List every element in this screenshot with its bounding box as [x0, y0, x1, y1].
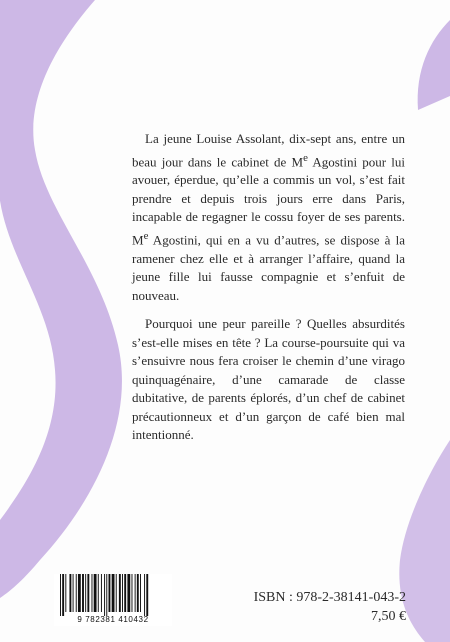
barcode-bar: [106, 574, 107, 616]
barcode-bar: [127, 574, 130, 612]
barcode-bar: [94, 574, 97, 612]
barcode-bar: [112, 574, 115, 612]
barcode-bar: [98, 574, 99, 612]
barcode-digits: 9 782381 410432: [77, 615, 149, 624]
barcode-bar: [73, 574, 74, 612]
barcode-bar: [132, 574, 133, 612]
barcode-bar: [65, 574, 66, 612]
barcode-bar: [78, 574, 81, 612]
s-tail-right: [399, 440, 450, 642]
blurb-part-1a: La jeune Louise Assolant, dix-sept ans, entre un beau jour dans le cabinet de M: [132, 131, 405, 169]
barcode-bar: [85, 574, 86, 612]
barcode-bar: [109, 574, 111, 612]
barcode-bar: [92, 574, 93, 612]
price: 7,50 €: [371, 609, 406, 624]
barcode-bar: [116, 574, 117, 612]
barcode-bar: [124, 574, 126, 612]
barcode-bar: [60, 574, 61, 616]
barcode: [54, 574, 172, 626]
barcode-bar: [135, 574, 136, 612]
barcode-bar: [101, 574, 102, 612]
barcode-bar: [119, 574, 121, 612]
barcode-bars: [54, 574, 172, 616]
barcode-bar: [144, 574, 145, 616]
barcode-bar: [104, 574, 105, 616]
blurb-paragraph-1: [132, 130, 405, 305]
barcode-bar: [140, 574, 141, 612]
barcode-bar: [62, 574, 64, 616]
superscript-e-1: e: [303, 151, 308, 164]
barcode-bar: [137, 574, 139, 612]
barcode-bar: [82, 574, 84, 612]
blurb-part-1c: Agostini, qui en a vu d’autres, se dispose à la ramener chez elle et à arranger l’affaire, quand la jeune fille lui fausse compagnie et s’enfuit de nouveau.: [132, 232, 405, 303]
isbn-number: ISBN : 978-2-38141-043-2: [253, 590, 406, 605]
blurb-part-1b: Agostini pour lui avouer, éperdue, qu’elle a commis un vol, s’est fait prendre et depuis trois jours erre dans Paris, incapable de regagner le cossu foyer de ses parents. M: [132, 153, 405, 248]
s-ribbon-left: [0, 0, 122, 598]
blurb-text: [132, 130, 405, 445]
barcode-bar: [87, 574, 89, 612]
barcode-bar: [69, 574, 71, 612]
barcode-bar: [76, 574, 77, 612]
barcode-bar: [146, 574, 148, 616]
superscript-e-2: e: [143, 229, 149, 242]
s-ribbon-right: [418, 20, 450, 110]
blurb-paragraph-2: Pourquoi une peur pareille ? Quelles absurdités s’est-elle mises en tête ? La course-poursuite qui va s’ensuivre nous fera croiser le chemin d’une virago quinquagénaire, d’une camarade de classe dubitative, de parents éplorés, d’un chef de cabinet précautionneux et d’un garçon de café bien mal intentionné.: [132, 316, 405, 443]
barcode-bar: [122, 574, 123, 612]
